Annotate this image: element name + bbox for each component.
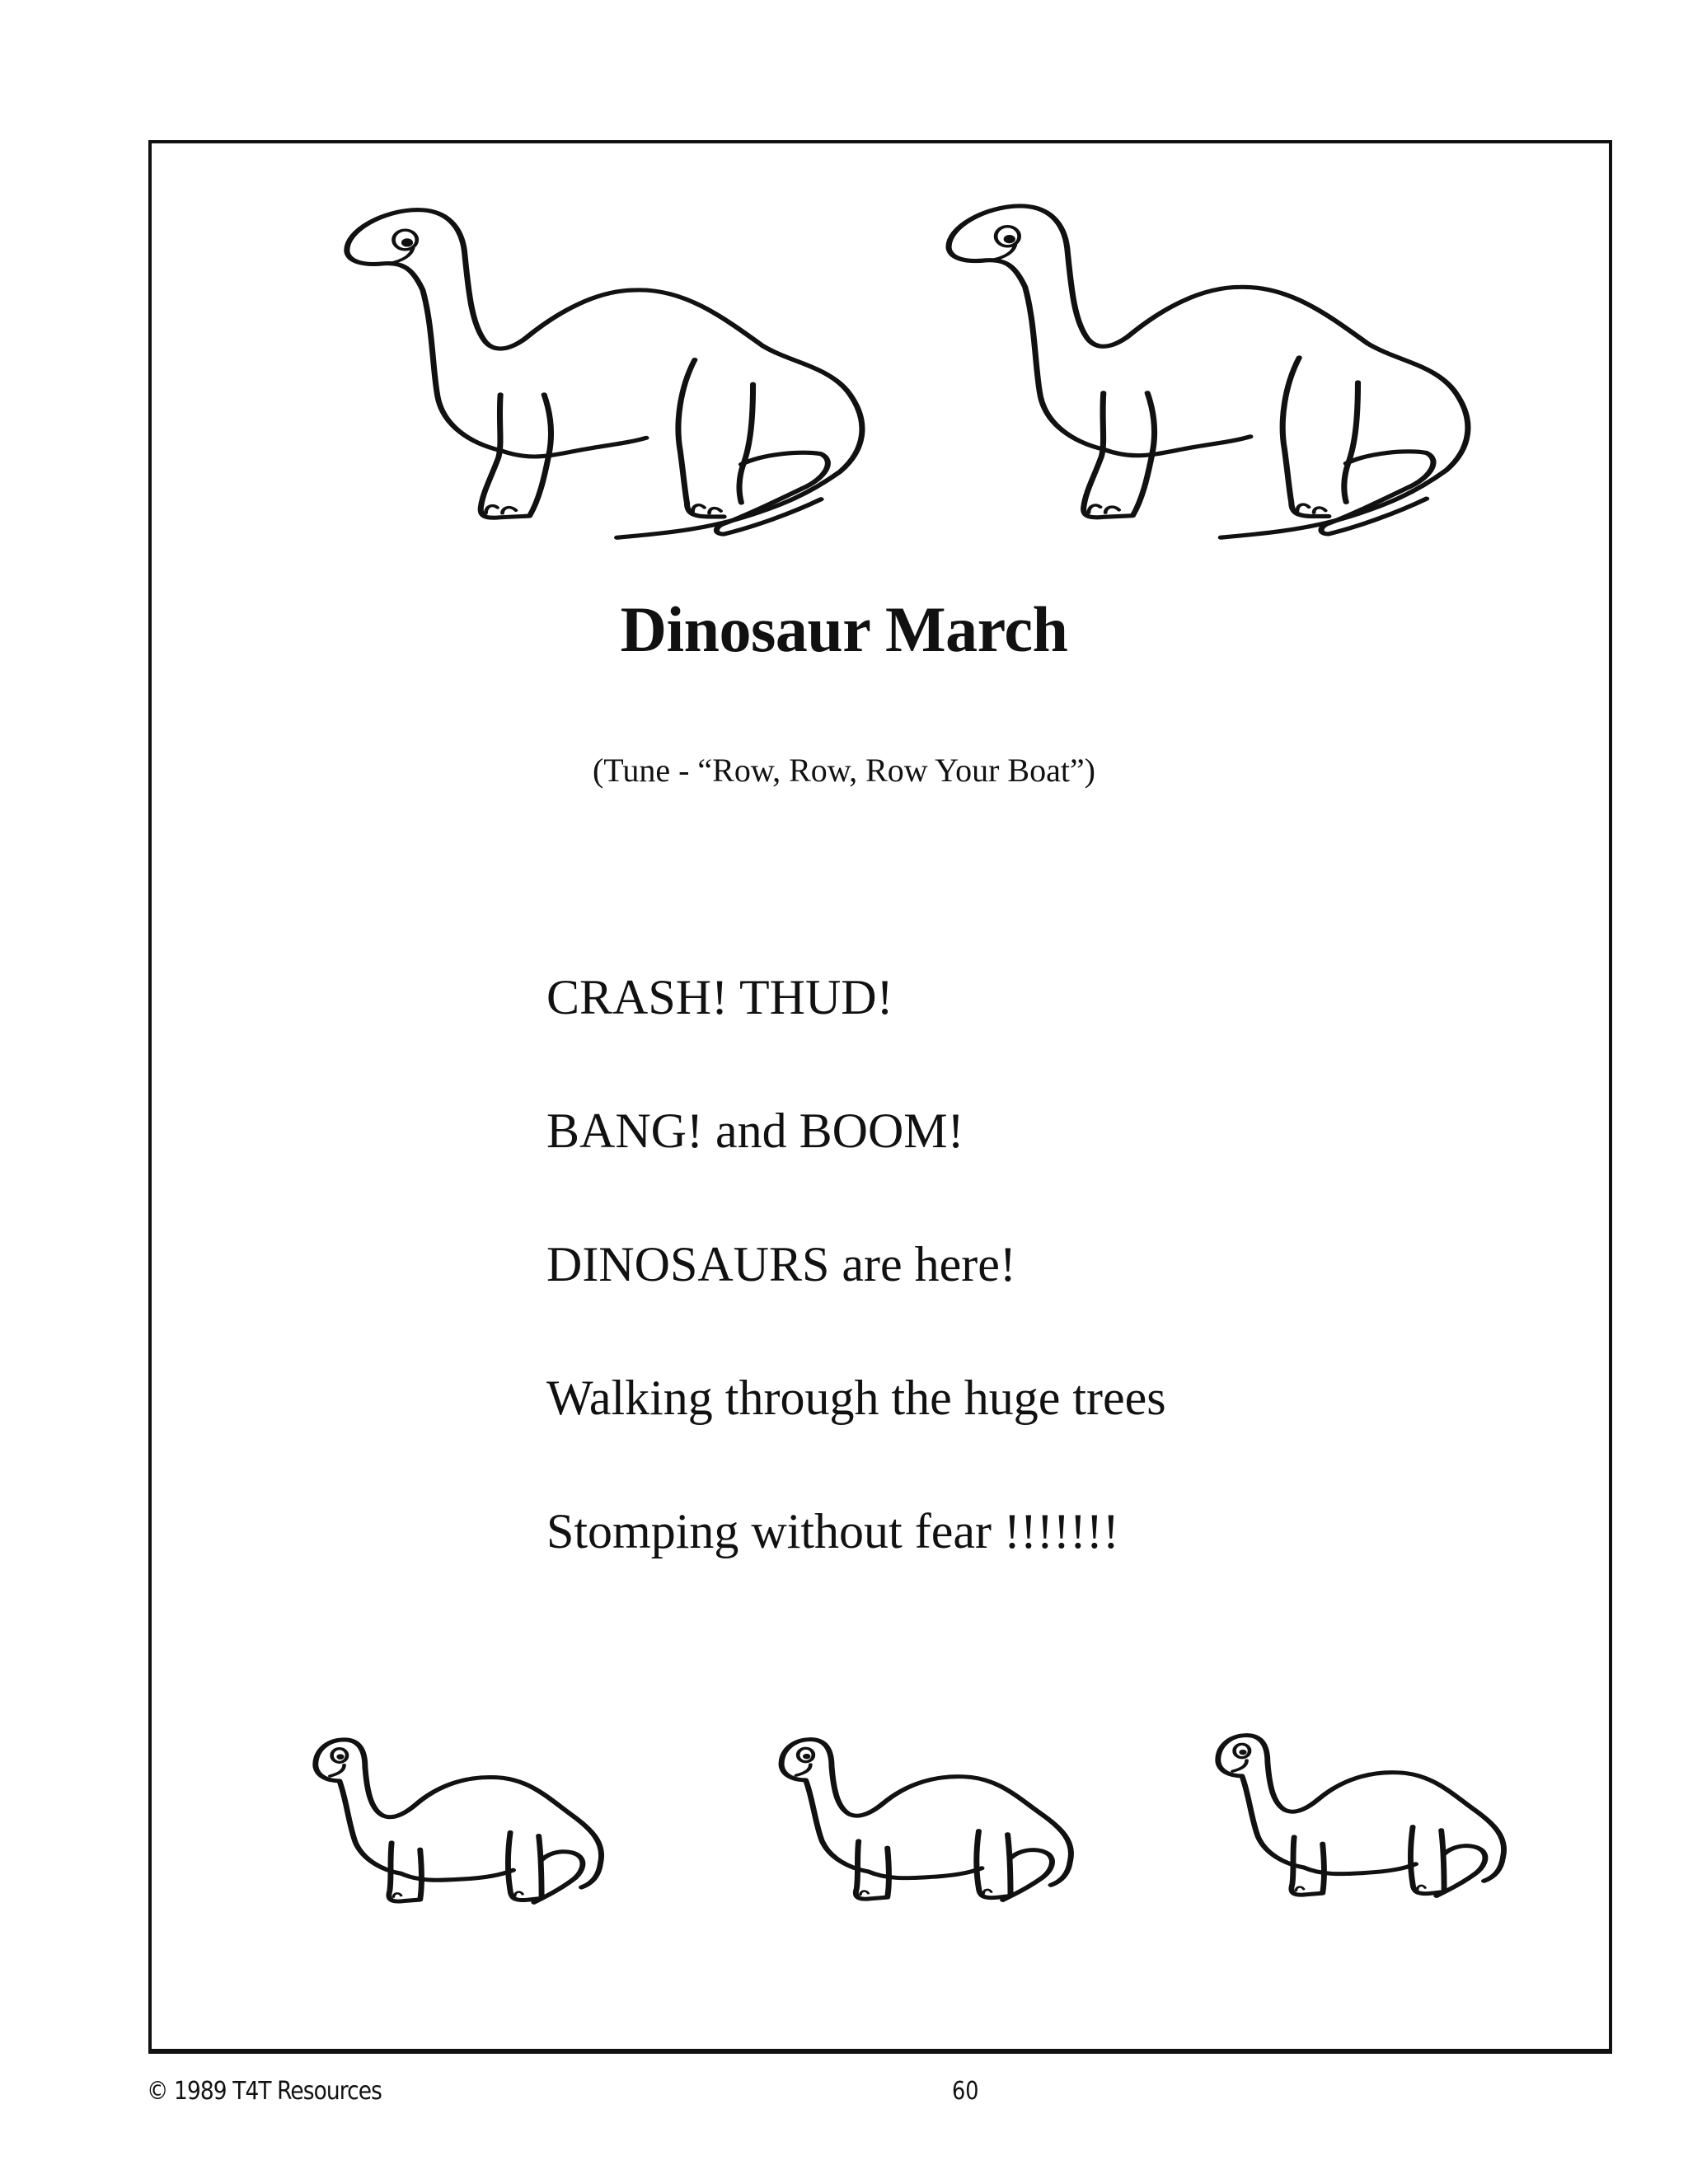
song-tune-subtitle: (Tune - “Row, Row, Row Your Boat”): [592, 752, 1096, 789]
page-number: 60: [952, 2077, 979, 2106]
dinosaur-illustration-bottom-2: [762, 1722, 1080, 1905]
dinosaur-illustration-top-left: [326, 185, 870, 548]
copyright-notice: © 1989 T4T Resources: [147, 2077, 382, 2106]
song-title: Dinosaur March: [620, 593, 1068, 665]
lyric-line: Walking through the huge trees: [546, 1371, 1166, 1425]
dinosaur-illustration-bottom-1: [297, 1722, 610, 1908]
dinosaur-illustration-top-right: [927, 181, 1475, 548]
lyric-line: Stomping without fear !!!!!!!: [546, 1504, 1119, 1558]
lyric-line: CRASH! THUD!: [546, 970, 893, 1024]
lyric-line: BANG! and BOOM!: [546, 1104, 964, 1158]
lyric-line: DINOSAURS are here!: [546, 1237, 1016, 1291]
lyrics-list: [546, 972, 1166, 1640]
dinosaur-illustration-bottom-3: [1199, 1718, 1512, 1901]
